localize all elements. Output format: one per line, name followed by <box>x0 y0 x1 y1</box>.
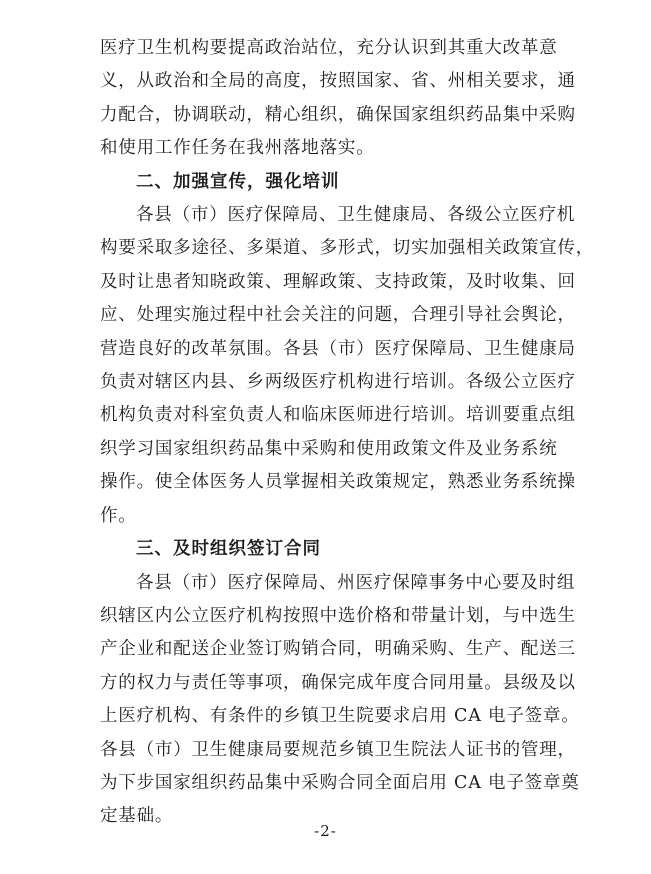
section-heading-sign-contracts: 三、及时组织签订合同 <box>136 539 321 560</box>
text-line: 医疗卫生机构要提高政治站位，充分认识到其重大改革意 <box>100 38 558 58</box>
text-line: 织学习国家组织药品集中采购和使用政策文件及业务系统 <box>100 438 558 459</box>
text-line: 操作。使全体医务人员掌握相关政策规定，熟悉业务系统操 <box>100 472 576 493</box>
text-line: 负责对辖区内县、乡两级医疗机构进行培训。各级公立医疗 <box>100 372 576 393</box>
text-line: 各县（市）医疗保障局、卫生健康局、各级公立医疗机 <box>136 205 576 226</box>
text-line: 上医疗机构、有条件的乡镇卫生院要求启用 CA 电子签章。 <box>100 706 580 727</box>
text-line: 定基础。 <box>100 806 174 827</box>
page-number: -2- <box>314 822 337 840</box>
text-line: 方的权力与责任等事项，确保完成年度合同用量。县级及以 <box>100 672 576 693</box>
text-line: 应、处理实施过程中社会关注的问题，合理引导社会舆论， <box>100 305 576 326</box>
text-line: 织辖区内公立医疗机构按照中选价格和带量计划，与中选生 <box>100 605 576 626</box>
text-line: 义，从政治和全局的高度，按照国家、省、州相关要求，通 <box>100 71 576 92</box>
text-line: 作。 <box>100 505 137 526</box>
text-line: 和使用工作任务在我州落地落实。 <box>100 138 375 159</box>
text-line: 构要采取多途径、多渠道、多形式，切实加强相关政策宣传， <box>100 238 595 259</box>
text-line: 为下步国家组织药品集中采购合同全面启用 CA 电子签章奠 <box>100 772 580 793</box>
text-line: 机构负责对科室负责人和临床医师进行培训。培训要重点组 <box>100 405 576 426</box>
text-line: 各县（市）卫生健康局要规范乡镇卫生院法人证书的管理， <box>100 739 576 760</box>
text-line: 营造良好的改革氛围。各县（市）医疗保障局、卫生健康局 <box>100 338 576 359</box>
document-body <box>100 32 595 834</box>
text-line: 及时让患者知晓政策、理解政策、支持政策，及时收集、回 <box>100 271 576 292</box>
text-line: 力配合，协调联动，精心组织，确保国家组织药品集中采购 <box>100 104 576 125</box>
text-line: 各县（市）医疗保障局、州医疗保障事务中心要及时组 <box>136 572 576 593</box>
intro-paragraph <box>100 32 576 166</box>
publicity-training-paragraph <box>100 199 595 533</box>
sign-contracts-paragraph <box>100 567 580 834</box>
section-heading-publicity-training: 二、加强宣传，强化培训 <box>136 171 340 192</box>
text-line: 产企业和配送企业签订购销合同，明确采购、生产、配送三 <box>100 639 576 660</box>
